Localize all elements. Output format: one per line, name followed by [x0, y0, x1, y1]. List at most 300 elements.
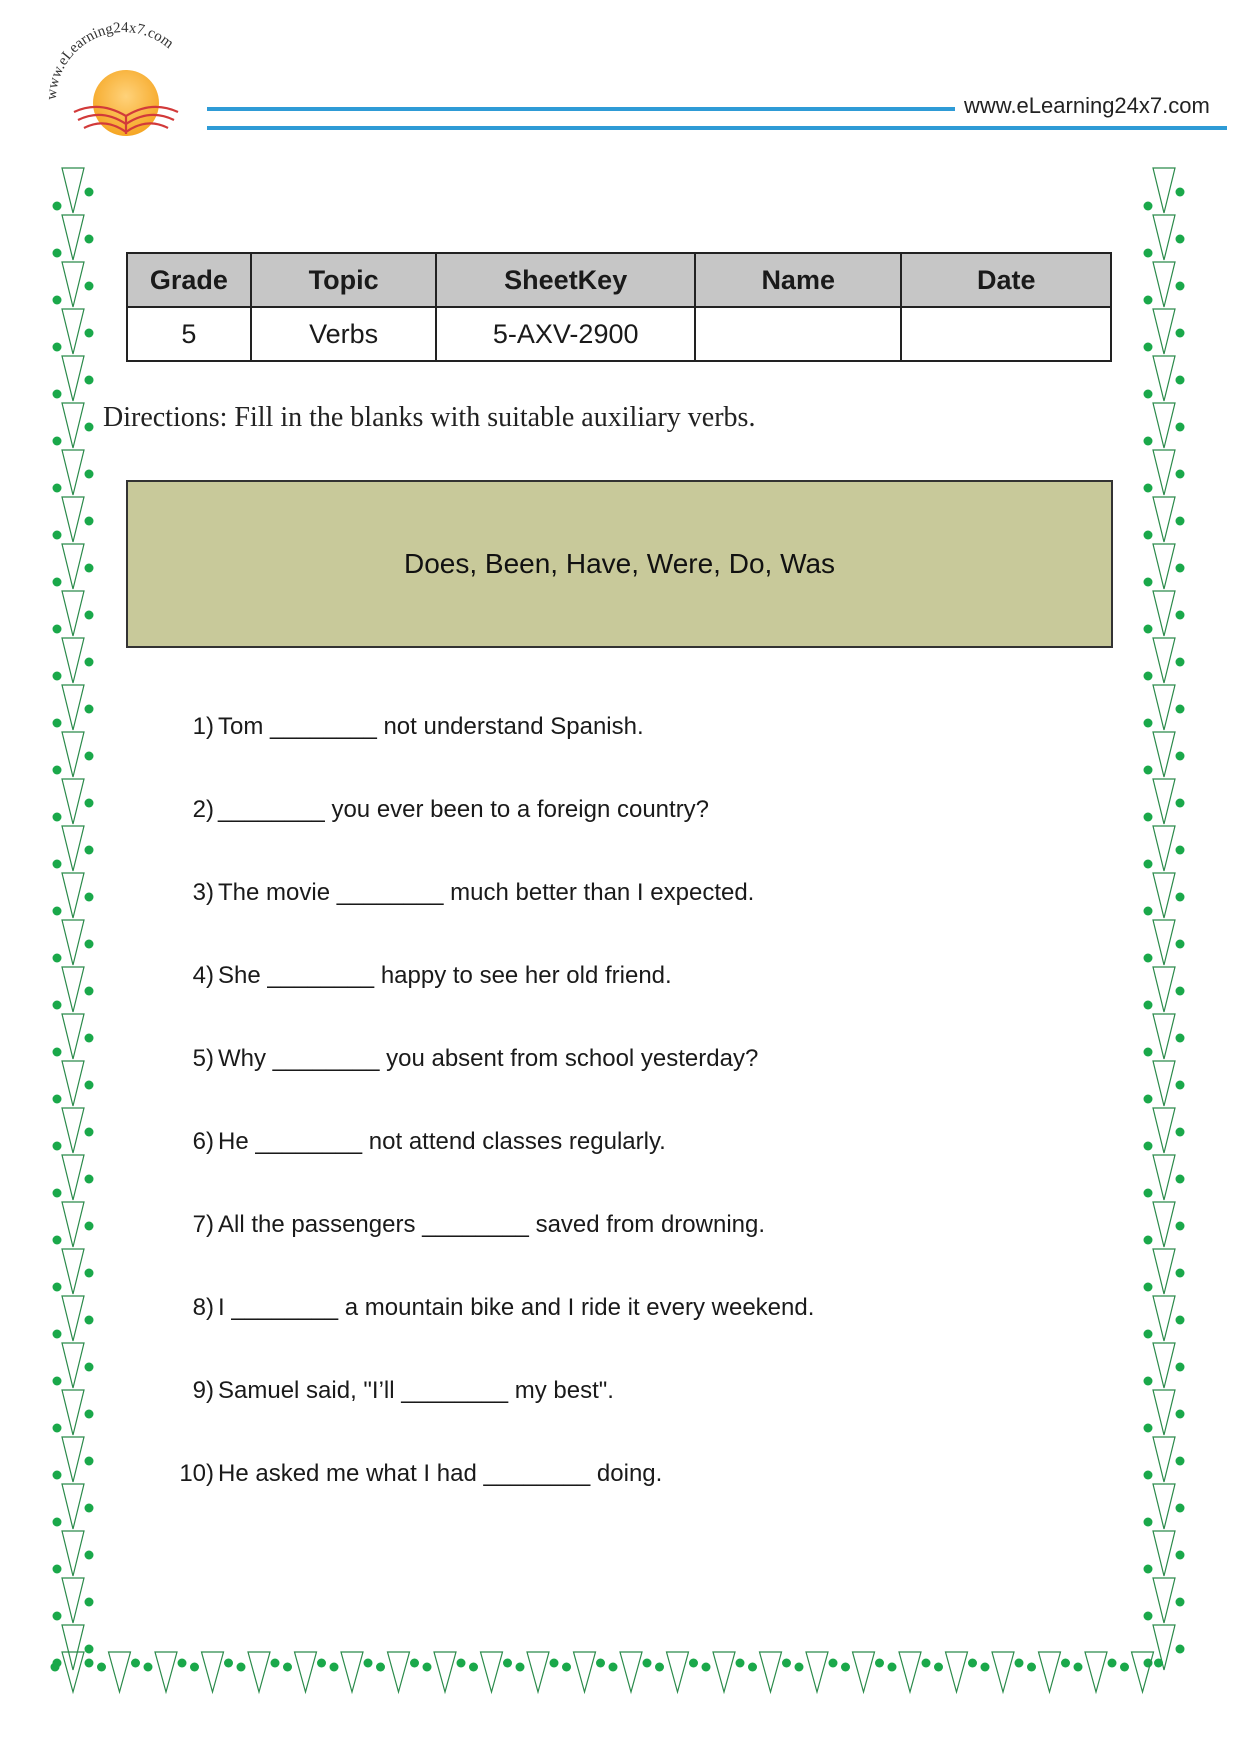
question-text: The movie ________ much better than I expected.: [218, 879, 755, 906]
border-triangle: [760, 1652, 782, 1692]
border-dot: [655, 1663, 664, 1672]
border-triangle: [62, 356, 84, 401]
border-dot: [85, 987, 94, 996]
border-triangle: [1153, 309, 1175, 354]
border-dot: [85, 1128, 94, 1137]
border-dot: [53, 1001, 62, 1010]
border-dot: [469, 1663, 478, 1672]
border-triangle: [992, 1652, 1014, 1692]
border-triangle: [1153, 685, 1175, 730]
border-dot: [85, 799, 94, 808]
border-triangle: [1153, 356, 1175, 401]
border-triangle: [62, 591, 84, 636]
border-dot: [1176, 940, 1185, 949]
border-dot: [1144, 907, 1153, 916]
border-triangle: [1153, 638, 1175, 683]
border-dot: [1015, 1659, 1024, 1668]
border-triangle: [62, 732, 84, 777]
question-text: ________ you ever been to a foreign country?: [218, 796, 710, 823]
border-triangle: [1153, 1484, 1175, 1529]
border-triangle: [1153, 1578, 1175, 1623]
border-dot: [85, 611, 94, 620]
border-dot: [85, 1504, 94, 1513]
border-dot: [85, 282, 94, 291]
question-item: [140, 1376, 1100, 1459]
border-triangle: [1153, 1296, 1175, 1341]
logo-arc-text: www.eLearning24x7.com: [44, 20, 177, 101]
border-triangle: [434, 1652, 456, 1692]
border-dot: [1144, 578, 1153, 587]
border-dot: [85, 1598, 94, 1607]
border-dot: [1144, 1189, 1153, 1198]
border-dot: [1176, 564, 1185, 573]
border-triangle: [62, 403, 84, 448]
border-dot: [1176, 658, 1185, 667]
border-dot: [1144, 1283, 1153, 1292]
question-item: [140, 1293, 1100, 1376]
border-dot: [1176, 1504, 1185, 1513]
border-triangle: [1153, 168, 1175, 213]
border-dot: [53, 907, 62, 916]
border-dot: [550, 1659, 559, 1668]
border-triangle: [1153, 215, 1175, 260]
border-dot: [1176, 235, 1185, 244]
question-item: [140, 1210, 1100, 1293]
border-dot: [85, 1659, 94, 1668]
border-dot: [53, 813, 62, 822]
border-dot: [53, 1377, 62, 1386]
value-name[interactable]: [695, 307, 902, 361]
info-table: [126, 252, 1112, 362]
border-dot: [1144, 249, 1153, 258]
header-topic: Topic: [251, 253, 437, 307]
border-dot: [85, 1551, 94, 1560]
border-triangle: [295, 1652, 317, 1692]
question-text: Samuel said, "I’ll ________ my best".: [218, 1377, 614, 1404]
value-topic: Verbs: [251, 307, 437, 361]
border-dot: [85, 1081, 94, 1090]
border-dot: [53, 625, 62, 634]
border-dot: [330, 1663, 339, 1672]
border-triangle: [248, 1652, 270, 1692]
question-text: All the passengers ________ saved from drowning.: [218, 1211, 766, 1238]
border-dot: [237, 1663, 246, 1672]
border-triangle: [1153, 967, 1175, 1012]
border-dot: [51, 1663, 60, 1672]
border-dot: [85, 846, 94, 855]
border-dot: [85, 329, 94, 338]
question-item: [140, 712, 1100, 795]
border-dot: [53, 1565, 62, 1574]
border-triangle: [62, 1343, 84, 1388]
border-dot: [85, 517, 94, 526]
border-dot: [53, 1612, 62, 1621]
border-dot: [1144, 1471, 1153, 1480]
directions-text: Directions: Fill in the blanks with suitable auxiliary verbs.: [103, 402, 756, 433]
border-dot: [1176, 1222, 1185, 1231]
border-dot: [53, 1142, 62, 1151]
border-triangle: [62, 215, 84, 260]
border-dot: [1144, 719, 1153, 728]
border-triangle: [1153, 262, 1175, 307]
border-dot: [1176, 752, 1185, 761]
border-dot: [85, 188, 94, 197]
border-dot: [596, 1659, 605, 1668]
border-dot: [85, 235, 94, 244]
border-dot: [53, 1330, 62, 1339]
border-dot: [888, 1663, 897, 1672]
border-triangle: [1153, 1108, 1175, 1153]
border-dot: [53, 1189, 62, 1198]
border-dot: [702, 1663, 711, 1672]
border-dot: [53, 860, 62, 869]
border-dot: [795, 1663, 804, 1672]
question-number: 10): [179, 1460, 214, 1487]
border-dot: [53, 954, 62, 963]
border-triangle: [1153, 732, 1175, 777]
border-triangle: [713, 1652, 735, 1692]
border-dot: [85, 1410, 94, 1419]
border-dot: [1176, 470, 1185, 479]
border-dot: [85, 423, 94, 432]
border-triangle: [1153, 497, 1175, 542]
border-dot: [1176, 188, 1185, 197]
border-triangle: [853, 1652, 875, 1692]
border-dot: [85, 1034, 94, 1043]
border-dot: [53, 202, 62, 211]
border-triangle: [62, 1437, 84, 1482]
question-number: 8): [192, 1294, 214, 1321]
border-dot: [423, 1663, 432, 1672]
border-dot: [85, 752, 94, 761]
border-dot: [609, 1663, 618, 1672]
border-dot: [85, 705, 94, 714]
border-triangle: [1153, 920, 1175, 965]
border-dot: [1176, 517, 1185, 526]
header-sheetkey: SheetKey: [436, 253, 695, 307]
border-triangle: [1153, 1155, 1175, 1200]
border-triangle: [527, 1652, 549, 1692]
border-dot: [1176, 611, 1185, 620]
border-triangle: [1153, 544, 1175, 589]
border-triangle: [899, 1652, 921, 1692]
border-triangle: [1153, 826, 1175, 871]
value-date[interactable]: [901, 307, 1111, 361]
border-dot: [1176, 1034, 1185, 1043]
border-dot: [53, 484, 62, 493]
border-dot: [1144, 1518, 1153, 1527]
question-text: He asked me what I had ________ doing.: [218, 1460, 663, 1487]
border-dot: [457, 1659, 466, 1668]
info-table-header-row: [127, 253, 1111, 307]
border-dot: [97, 1663, 106, 1672]
border-triangle: [1153, 403, 1175, 448]
border-dot: [224, 1659, 233, 1668]
question-item: [140, 795, 1100, 878]
border-dot: [1074, 1663, 1083, 1672]
border-dot: [1144, 672, 1153, 681]
border-dot: [410, 1659, 419, 1668]
border-triangle: [62, 497, 84, 542]
border-triangle: [62, 1249, 84, 1294]
border-triangle: [1153, 1390, 1175, 1435]
border-triangle: [1153, 1014, 1175, 1059]
border-dot: [1176, 1551, 1185, 1560]
border-dot: [748, 1663, 757, 1672]
border-dot: [53, 1518, 62, 1527]
border-triangle: [62, 309, 84, 354]
border-dot: [53, 531, 62, 540]
border-dot: [85, 1175, 94, 1184]
border-dot: [53, 578, 62, 587]
border-triangle: [667, 1652, 689, 1692]
border-dot: [53, 390, 62, 399]
border-dot: [1176, 1081, 1185, 1090]
border-dot: [1144, 1424, 1153, 1433]
question-item: [140, 878, 1100, 961]
border-dot: [1176, 799, 1185, 808]
border-dot: [1176, 1363, 1185, 1372]
border-dot: [829, 1659, 838, 1668]
border-triangle: [806, 1652, 828, 1692]
border-dot: [968, 1659, 977, 1668]
border-dot: [1176, 376, 1185, 385]
border-dot: [364, 1659, 373, 1668]
header-grade: Grade: [127, 253, 251, 307]
border-dot: [782, 1659, 791, 1668]
border-dot: [283, 1663, 292, 1672]
border-dot: [178, 1659, 187, 1668]
border-triangle: [62, 1652, 84, 1692]
question-item: [140, 1044, 1100, 1127]
question-number: 6): [192, 1128, 214, 1155]
border-dot: [689, 1659, 698, 1668]
border-dot: [53, 1471, 62, 1480]
border-triangle: [62, 873, 84, 918]
border-triangle: [62, 1390, 84, 1435]
value-sheetkey: 5-AXV-2900: [436, 307, 695, 361]
border-dot: [1144, 1236, 1153, 1245]
header-date: Date: [901, 253, 1111, 307]
border-dot: [1176, 423, 1185, 432]
border-dot: [1176, 893, 1185, 902]
border-dot: [85, 658, 94, 667]
border-dot: [190, 1663, 199, 1672]
border-dot: [85, 376, 94, 385]
border-dot: [1176, 329, 1185, 338]
border-triangle: [62, 1578, 84, 1623]
border-triangle: [62, 1014, 84, 1059]
border-dot: [1176, 987, 1185, 996]
border-triangle: [155, 1652, 177, 1692]
border-dot: [85, 1222, 94, 1231]
border-dot: [85, 1316, 94, 1325]
border-dot: [1144, 1048, 1153, 1057]
question-number: 2): [192, 796, 214, 823]
border-triangle: [1153, 779, 1175, 824]
border-dot: [1144, 1095, 1153, 1104]
border-dot: [1176, 1175, 1185, 1184]
border-triangle: [62, 638, 84, 683]
border-triangle: [202, 1652, 224, 1692]
question-number: 9): [192, 1377, 214, 1404]
question-number: 5): [192, 1045, 214, 1072]
border-dot: [1176, 1457, 1185, 1466]
border-dot: [53, 1283, 62, 1292]
question-text: She ________ happy to see her old friend.: [218, 962, 672, 989]
border-dot: [1176, 1410, 1185, 1419]
border-triangle: [62, 779, 84, 824]
question-number: 3): [192, 879, 214, 906]
border-dot: [516, 1663, 525, 1672]
border-dot: [1144, 437, 1153, 446]
border-dot: [875, 1659, 884, 1668]
border-triangle: [62, 1531, 84, 1576]
border-dot: [1144, 766, 1153, 775]
value-grade: 5: [127, 307, 251, 361]
question-item: [140, 961, 1100, 1044]
border-dot: [981, 1663, 990, 1672]
border-dot: [317, 1659, 326, 1668]
question-text: I ________ a mountain bike and I ride it every weekend.: [218, 1294, 815, 1321]
question-text: Why ________ you absent from school yesterday?: [218, 1045, 759, 1072]
border-dot: [53, 296, 62, 305]
border-dot: [53, 766, 62, 775]
border-triangle: [481, 1652, 503, 1692]
border-dot: [85, 1269, 94, 1278]
border-triangle: [62, 450, 84, 495]
border-dot: [1108, 1659, 1117, 1668]
border-dot: [1144, 1612, 1153, 1621]
border-dot: [1176, 282, 1185, 291]
border-triangle: [62, 168, 84, 213]
question-number: 7): [192, 1211, 214, 1238]
border-dot: [85, 1645, 94, 1654]
border-triangle: [62, 1296, 84, 1341]
border-triangle: [62, 1202, 84, 1247]
border-dot: [1144, 296, 1153, 305]
border-dot: [1144, 1142, 1153, 1151]
border-dot: [131, 1659, 140, 1668]
border-triangle: [388, 1652, 410, 1692]
border-dot: [53, 672, 62, 681]
border-dot: [1176, 705, 1185, 714]
border-dot: [934, 1663, 943, 1672]
border-triangle: [62, 262, 84, 307]
border-dot: [53, 1048, 62, 1057]
border-dot: [1144, 390, 1153, 399]
site-url: www.eLearning24x7.com: [964, 93, 1210, 118]
border-triangle: [62, 826, 84, 871]
border-dot: [922, 1659, 931, 1668]
question-list: [140, 712, 1100, 1542]
info-table-value-row: [127, 307, 1111, 361]
border-dot: [643, 1659, 652, 1668]
header-name: Name: [695, 253, 902, 307]
border-triangle: [1153, 1061, 1175, 1106]
border-dot: [85, 940, 94, 949]
border-dot: [1144, 202, 1153, 211]
border-dot: [1176, 1598, 1185, 1607]
border-dot: [1120, 1663, 1129, 1672]
question-text: He ________ not attend classes regularly.: [218, 1128, 666, 1155]
border-triangle: [62, 685, 84, 730]
border-dot: [841, 1663, 850, 1672]
border-dot: [1144, 1001, 1153, 1010]
border-dot: [1176, 846, 1185, 855]
border-triangle: [62, 1108, 84, 1153]
border-dot: [1144, 531, 1153, 540]
border-dot: [1176, 1316, 1185, 1325]
border-dot: [1144, 1330, 1153, 1339]
border-dot: [1061, 1659, 1070, 1668]
border-dot: [1144, 343, 1153, 352]
border-triangle: [1153, 1343, 1175, 1388]
border-dot: [1176, 1645, 1185, 1654]
border-triangle: [574, 1652, 596, 1692]
border-dot: [1144, 1377, 1153, 1386]
word-bank-text: Does, Been, Have, Were, Do, Was: [403, 548, 836, 579]
border-dot: [376, 1663, 385, 1672]
border-dot: [1154, 1659, 1163, 1668]
border-triangle: [62, 1155, 84, 1200]
border-dot: [1176, 1128, 1185, 1137]
border-dot: [1144, 860, 1153, 869]
border-triangle: [62, 967, 84, 1012]
border-dot: [53, 1095, 62, 1104]
border-dot: [85, 1363, 94, 1372]
border-triangle: [1153, 1531, 1175, 1576]
border-dot: [53, 1424, 62, 1433]
question-item: [140, 1459, 1100, 1542]
border-triangle: [620, 1652, 642, 1692]
border-triangle: [1153, 591, 1175, 636]
border-dot: [1144, 954, 1153, 963]
border-dot: [503, 1659, 512, 1668]
border-dot: [1027, 1663, 1036, 1672]
question-text: Tom ________ not understand Spanish.: [218, 713, 644, 740]
border-dot: [271, 1659, 280, 1668]
border-triangle: [1153, 1437, 1175, 1482]
border-triangle: [1153, 450, 1175, 495]
border-triangle: [1039, 1652, 1061, 1692]
border-triangle: [62, 920, 84, 965]
border-dot: [53, 437, 62, 446]
border-triangle: [1085, 1652, 1107, 1692]
border-dot: [53, 719, 62, 728]
border-triangle: [1153, 873, 1175, 918]
border-triangle: [1153, 1249, 1175, 1294]
border-triangle: [341, 1652, 363, 1692]
border-dot: [1144, 813, 1153, 822]
border-triangle: [1153, 1202, 1175, 1247]
border-dot: [144, 1663, 153, 1672]
border-triangle: [62, 1484, 84, 1529]
border-triangle: [62, 544, 84, 589]
border-triangle: [109, 1652, 131, 1692]
border-dot: [562, 1663, 571, 1672]
border-triangle: [62, 1061, 84, 1106]
word-bank-box: [126, 480, 1113, 648]
border-dot: [85, 1457, 94, 1466]
border-dot: [85, 893, 94, 902]
border-dot: [1144, 1565, 1153, 1574]
question-number: 1): [192, 713, 214, 740]
border-dot: [53, 343, 62, 352]
border-dot: [85, 564, 94, 573]
border-dot: [1144, 625, 1153, 634]
question-number: 4): [192, 962, 214, 989]
